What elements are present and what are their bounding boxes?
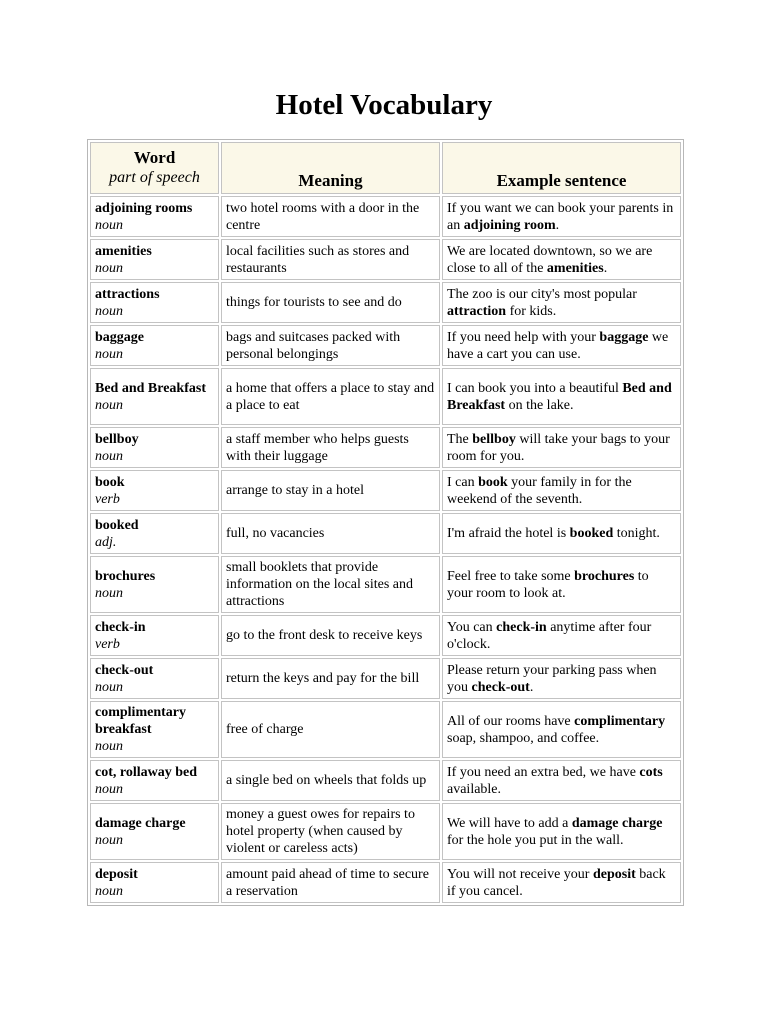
- word-term: damage charge: [95, 815, 186, 831]
- example-text: I'm afraid the hotel is: [447, 526, 570, 541]
- word-term: check-in: [95, 619, 146, 635]
- example-cell: [442, 556, 681, 613]
- header-word-label: Word: [133, 148, 176, 167]
- meaning-cell: full, no vacancies: [221, 513, 440, 554]
- word-part-of-speech: noun: [95, 739, 123, 754]
- word-term: brochures: [95, 568, 156, 584]
- table-row: [90, 556, 681, 613]
- word-term: check-out: [95, 662, 154, 678]
- table-header-row: [90, 142, 681, 194]
- example-text: All of our rooms have: [447, 713, 575, 729]
- meaning-cell: small booklets that provide information on the local sites and attractions: [221, 556, 440, 613]
- example-text: .: [529, 679, 534, 695]
- example-highlight: brochures: [574, 568, 635, 584]
- word-part-of-speech: verb: [95, 636, 120, 652]
- example-text: tonight.: [613, 526, 660, 541]
- word-term: amenities: [95, 243, 152, 259]
- example-highlight: cots: [639, 764, 663, 780]
- word-cell: [90, 513, 219, 554]
- example-text: If you need help with your: [447, 329, 600, 345]
- example-text: for the hole you put in the wall.: [447, 832, 624, 848]
- example-text: I can: [447, 474, 479, 490]
- word-part-of-speech: verb: [95, 491, 120, 507]
- word-part-of-speech: noun: [95, 217, 123, 233]
- word-cell: [90, 239, 219, 280]
- word-cell: [90, 862, 219, 903]
- word-cell: [90, 658, 219, 699]
- word-cell: [90, 325, 219, 366]
- example-highlight: check-in: [496, 619, 547, 635]
- word-cell: [90, 427, 219, 468]
- header-example-sentence: Example sentence: [442, 142, 681, 194]
- example-text: We are located downtown, so we are close to all of the: [447, 243, 653, 276]
- example-text: If you want we can book your parents in an: [447, 200, 674, 233]
- word-term: bellboy: [95, 431, 139, 447]
- example-highlight: Bed and Breakfast: [447, 380, 672, 413]
- table-row: [90, 862, 681, 903]
- example-text: back if you cancel.: [447, 866, 666, 899]
- example-text: for kids.: [506, 303, 557, 319]
- word-part-of-speech: noun: [95, 832, 123, 848]
- meaning-cell: arrange to stay in a hotel: [221, 470, 440, 511]
- example-text: We will have to add a: [447, 815, 572, 831]
- word-term: attractions: [95, 286, 160, 302]
- word-cell: [90, 615, 219, 656]
- table-row: [90, 239, 681, 280]
- table-row: [90, 368, 681, 425]
- document-title: Hotel Vocabulary: [275, 89, 493, 121]
- table-row: [90, 427, 681, 468]
- word-cell: [90, 701, 219, 758]
- example-text: Feel free to take some: [447, 568, 575, 584]
- word-cell: [90, 282, 219, 323]
- table-row: [90, 470, 681, 511]
- example-highlight: bellboy: [472, 431, 516, 447]
- example-highlight: amenities: [546, 260, 604, 276]
- header-word: [90, 142, 219, 194]
- example-cell: [442, 803, 681, 860]
- table-row: [90, 196, 681, 237]
- example-text: I can book you into a beautiful: [447, 380, 623, 396]
- table-row: [90, 513, 681, 554]
- word-part-of-speech: noun: [95, 448, 123, 464]
- example-cell: [442, 325, 681, 366]
- example-highlight: booked: [569, 526, 614, 541]
- word-part-of-speech: noun: [95, 883, 123, 899]
- table-row: [90, 803, 681, 860]
- table-row: [90, 325, 681, 366]
- example-text: The: [447, 431, 473, 447]
- example-text: The zoo is our city's most popular: [447, 286, 637, 302]
- meaning-cell: money a guest owes for repairs to hotel property (when caused by violent or careless acts): [221, 803, 440, 860]
- example-text: If you need an extra bed, we have: [447, 764, 640, 780]
- example-cell: [442, 427, 681, 468]
- example-text: your family in for the weekend of the seventh.: [447, 474, 632, 507]
- word-term: adjoining rooms: [95, 200, 193, 216]
- table-row: [90, 701, 681, 758]
- word-term: book: [95, 474, 125, 490]
- example-highlight: baggage: [599, 329, 649, 345]
- example-text: anytime after four o'clock.: [447, 619, 652, 652]
- word-cell: [90, 803, 219, 860]
- word-part-of-speech: noun: [95, 679, 123, 695]
- meaning-cell: go to the front desk to receive keys: [221, 615, 440, 656]
- example-cell: [442, 239, 681, 280]
- word-part-of-speech: noun: [95, 303, 123, 319]
- meaning-cell: a staff member who helps guests with their luggage: [221, 427, 440, 468]
- example-highlight: complimentary: [574, 713, 666, 729]
- meaning-cell: a single bed on wheels that folds up: [221, 760, 440, 801]
- meaning-cell: a home that offers a place to stay and a place to eat: [221, 368, 440, 425]
- meaning-cell: return the keys and pay for the bill: [221, 658, 440, 699]
- word-term: cot, rollaway bed: [95, 764, 198, 780]
- table-row: [90, 282, 681, 323]
- word-part-of-speech: noun: [95, 781, 123, 797]
- word-term: baggage: [95, 329, 144, 345]
- example-cell: [442, 368, 681, 425]
- meaning-cell: bags and suitcases packed with personal belongings: [221, 325, 440, 366]
- example-highlight: check-out: [471, 679, 530, 695]
- word-part-of-speech: noun: [95, 260, 123, 276]
- example-cell: [442, 282, 681, 323]
- vocabulary-table: [87, 139, 684, 906]
- word-term: Bed and Breakfast: [95, 380, 206, 396]
- meaning-cell: free of charge: [221, 701, 440, 758]
- example-cell: [442, 862, 681, 903]
- example-highlight: book: [478, 474, 508, 490]
- example-text: .: [555, 217, 560, 233]
- example-highlight: adjoining room: [463, 217, 556, 233]
- example-cell: [442, 658, 681, 699]
- example-cell: [442, 615, 681, 656]
- example-cell: [442, 470, 681, 511]
- table-row: [90, 760, 681, 801]
- word-cell: [90, 368, 219, 425]
- word-term: booked: [95, 517, 139, 533]
- example-text: soap, shampoo, and coffee.: [447, 730, 600, 746]
- meaning-cell: amount paid ahead of time to secure a reservation: [221, 862, 440, 903]
- word-cell: [90, 196, 219, 237]
- meaning-cell: things for tourists to see and do: [221, 282, 440, 323]
- example-text: You will not receive your: [447, 866, 593, 882]
- example-text: we have a cart you can use.: [447, 329, 669, 362]
- word-part-of-speech: noun: [95, 397, 123, 413]
- header-part-of-speech-label: part of speech: [109, 169, 200, 186]
- example-text: on the lake.: [505, 397, 574, 413]
- word-term: deposit: [95, 866, 138, 882]
- table-row: [90, 615, 681, 656]
- vocabulary-table-body: [90, 196, 681, 903]
- example-cell: [442, 760, 681, 801]
- example-text: .: [603, 260, 608, 276]
- example-text: will take your bags to your room for you.: [447, 431, 670, 464]
- example-text: You can: [447, 619, 497, 635]
- example-cell: [442, 701, 681, 758]
- meaning-cell: local facilities such as stores and restaurants: [221, 239, 440, 280]
- example-text: Please return your parking pass when you: [447, 662, 657, 695]
- example-highlight: deposit: [592, 866, 636, 882]
- example-highlight: damage charge: [571, 815, 663, 831]
- example-text: to your room to look at.: [447, 568, 649, 601]
- word-cell: [90, 760, 219, 801]
- word-part-of-speech: noun: [95, 585, 123, 601]
- example-cell: [442, 513, 681, 554]
- header-meaning: Meaning: [221, 142, 440, 194]
- word-part-of-speech: adj.: [95, 534, 117, 550]
- example-highlight: attraction: [447, 303, 507, 319]
- word-cell: [90, 556, 219, 613]
- meaning-cell: two hotel rooms with a door in the centre: [221, 196, 440, 237]
- word-part-of-speech: noun: [95, 346, 123, 362]
- example-text: available.: [447, 781, 502, 797]
- word-cell: [90, 470, 219, 511]
- example-cell: [442, 196, 681, 237]
- table-row: [90, 658, 681, 699]
- word-term: complimentary breakfast: [95, 705, 186, 737]
